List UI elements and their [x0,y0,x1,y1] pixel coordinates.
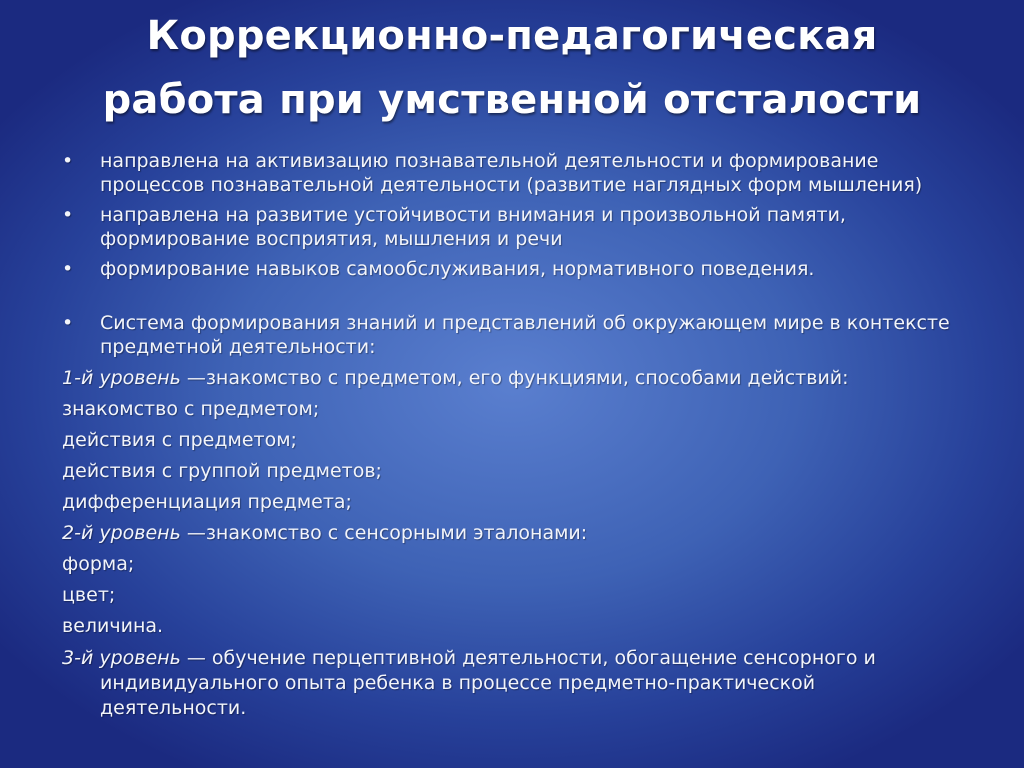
level-3-text: — обучение перцептивной деятельности, обогащение сенсорного и индивидуального опыта ребенка в процессе предметно-практической деятельности. [100,647,876,719]
slide-title [0,0,1024,132]
list-item: дифференциация предмета; [62,491,352,513]
slide-title-line-1: Коррекционно-педагогическая [146,13,878,59]
list-item: цвет; [62,584,116,606]
slide-content [62,149,962,721]
level-2-heading [62,518,962,549]
bullet-marker: • [62,312,74,334]
bullet-item [62,311,962,359]
bullet-item [62,257,962,281]
list-item: действия с группой предметов; [62,460,382,482]
bullet-item [62,149,962,197]
level-3-heading [62,646,962,721]
list-item: знакомство с предметом; [62,398,320,420]
list-item: величина. [62,615,164,637]
level-3-label: 3-й уровень [62,647,181,669]
level-2-label: 2-й уровень [62,522,181,544]
bullet-text: направлена на активизацию познавательной деятельности и формирование процессов познавательной деятельности (развитие наглядных форм мышления) [100,150,923,196]
level-1-heading [62,363,962,394]
slide-title-line-2: работа при умственной отсталости [102,77,922,123]
bullet-marker: • [62,150,74,172]
bullet-text: направлена на развитие устойчивости внимания и произвольной памяти, формирование восприятия, мышления и речи [100,204,846,250]
bullet-text: Система формирования знаний и представлений об окружающем мире в контексте предметной деятельности: [100,312,950,358]
list-item: действия с предметом; [62,429,297,451]
list-item: форма; [62,553,135,575]
level-1-label: 1-й уровень [62,367,181,389]
level-2-text: —знакомство с сенсорными эталонами: [180,522,588,544]
bullet-text: формирование навыков самообслуживания, нормативного поведения. [100,258,815,280]
level-1-text: —знакомство с предметом, его функциями, способами действий: [180,367,849,389]
bullet-marker: • [62,258,74,280]
bullet-item [62,203,962,251]
bullet-marker: • [62,204,74,226]
